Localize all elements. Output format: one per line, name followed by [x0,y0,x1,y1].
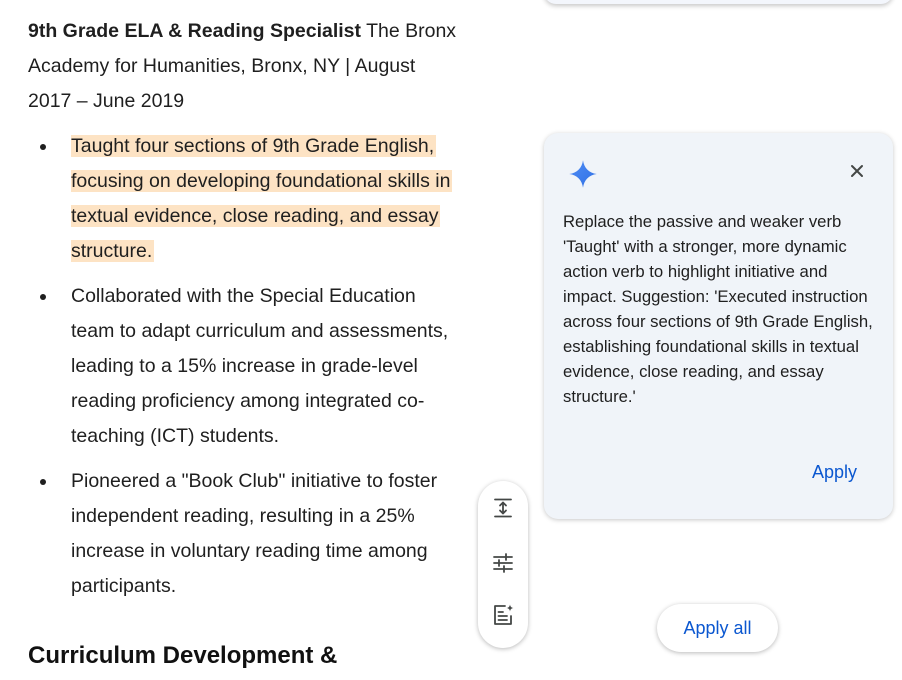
previous-suggestion-card [544,0,893,4]
bullet-dot [40,294,46,300]
bullet-dot [40,144,46,150]
bullet-text: Collaborated with the Special Education team to adapt curriculum and assessments, leading to a 15% increase in grade-level reading proficiency among integrated co-teaching (ICT) students. [71,285,449,447]
close-icon[interactable] [849,163,865,179]
section-heading: Curriculum Development & [28,642,338,669]
bullet-text: Pioneered a "Book Club" initiative to foster independent reading, resulting in a 25% increase in voluntary reading time among participants. [71,470,438,597]
bullet-dot [40,479,46,485]
bullet-list [28,129,458,604]
gemini-sparkle-icon [568,159,598,189]
bullet-item-highlighted[interactable] [28,129,458,269]
apply-button[interactable]: Apply [811,462,857,482]
highlighted-bullet-text[interactable]: Taught four sections of 9th Grade English, focusing on developing foundational skills in textual evidence, close reading, and essay structure. [71,135,451,262]
floating-toolbar [478,481,528,648]
job-title: 9th Grade ELA & Reading Specialist [28,20,362,42]
suggestion-card [544,133,893,519]
resume-document [28,14,458,614]
job-header [28,14,458,119]
bullet-item [28,464,458,604]
apply-all-button[interactable]: Apply all [657,604,778,652]
text-sparkle-icon[interactable] [491,603,515,627]
job-details: The Bronx Academy for Humanities, Bronx, NY | August 2017 – June 2019 [28,20,457,112]
bullet-item [28,279,458,454]
expand-height-icon[interactable] [491,496,515,520]
suggestion-text: Replace the passive and weaker verb 'Taught' with a stronger, more dynamic action verb to highlight initiative and impact. Suggestion: 'Executed instruction across four sections of 9th Grade English, establishing foundational skills in textual evidence, close reading, and essay structure.' [563,212,873,406]
adjust-sliders-icon[interactable] [491,551,515,575]
